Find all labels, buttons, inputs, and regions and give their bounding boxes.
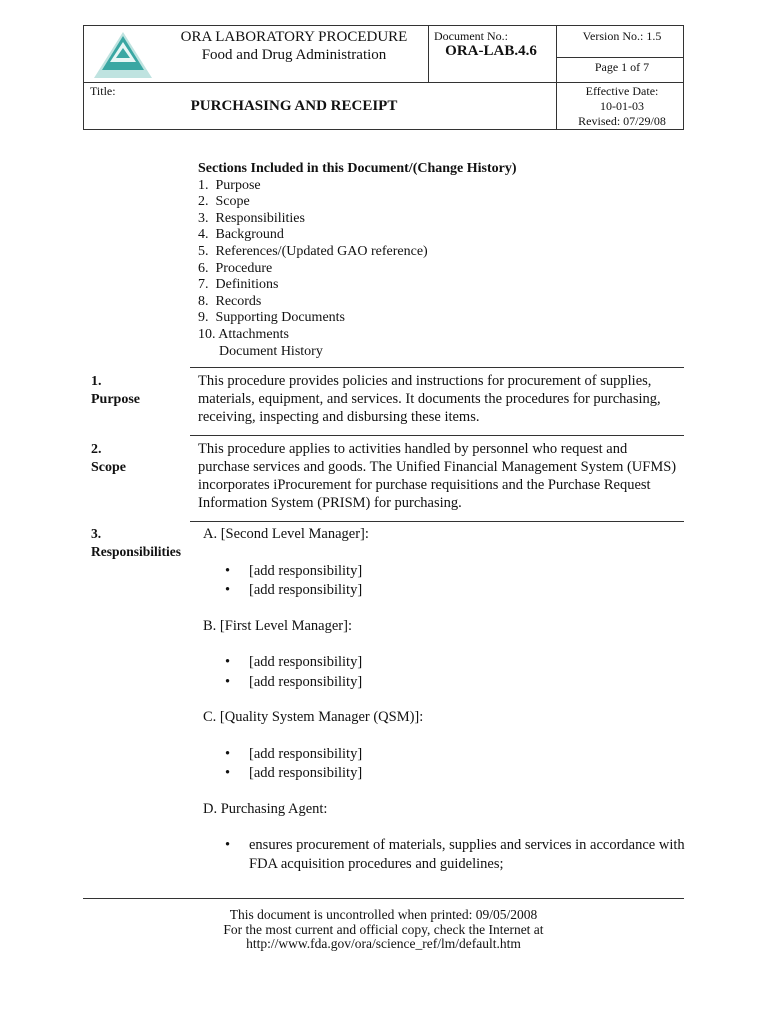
section-divider xyxy=(190,435,684,436)
responsibility-group-label: A. [Second Level Manager]: xyxy=(203,526,369,542)
section-divider xyxy=(190,521,684,522)
section-name: Purpose xyxy=(91,392,140,407)
section-number: 1. xyxy=(91,374,102,389)
toc-item: 9. Supporting Documents xyxy=(198,310,345,326)
ora-logo-icon xyxy=(92,30,154,80)
responsibility-group-label: C. [Quality System Manager (QSM)]: xyxy=(203,709,424,725)
footer-url: http://www.fda.gov/ora/science_ref/lm/default.htm xyxy=(246,936,521,951)
effective-date-block xyxy=(559,84,685,129)
effective-date-label: Effective Date: xyxy=(585,84,659,98)
footer-line: This document is uncontrolled when printed: 09/05/2008 xyxy=(229,907,538,922)
doc-number: ORA-LAB.4.6 xyxy=(445,43,537,59)
responsibility-group-label: B. [First Level Manager]: xyxy=(203,618,352,634)
document-header xyxy=(83,25,684,130)
section-scope-heading xyxy=(91,441,126,477)
toc-item: 10. Attachments xyxy=(198,326,289,342)
section-name: Responsibilities xyxy=(91,544,182,559)
section-number: 2. xyxy=(91,442,102,457)
section-number: 3. xyxy=(91,526,102,541)
section-purpose-heading xyxy=(91,373,140,409)
footer-notice xyxy=(83,908,684,952)
toc-item: 2. Scope xyxy=(198,194,250,210)
agency-name: Food and Drug Administration xyxy=(201,47,387,63)
toc-item: 1. Purpose xyxy=(198,177,261,193)
section-divider xyxy=(190,367,684,368)
footer-line: For the most current and official copy, check the Internet at xyxy=(223,921,544,937)
document-title: PURCHASING AND RECEIPT xyxy=(190,98,398,114)
footer-divider xyxy=(83,898,684,899)
toc-item: 6. Procedure xyxy=(198,260,273,276)
sections-heading: Sections Included in this Document/(Change History) xyxy=(198,161,517,176)
toc-item: Document History xyxy=(198,343,323,359)
effective-date: 10-01-03 xyxy=(600,99,644,113)
purpose-text: This procedure provides policies and instructions for procurement of supplies, materials, equipment, and services. It documents the procedures for purchasing, receiving, inspecting and disbursing these items. xyxy=(198,373,661,425)
toc-item: 3. Responsibilities xyxy=(198,210,305,226)
revised-date: Revised: 07/29/08 xyxy=(578,114,666,128)
scope-text: This procedure applies to activities handled by personnel who request and purchase services and goods. The Unified Financial Management System (UFMS) incorporates iProcurement for purchase requisitions and the Purchase Request Information System (PRISM) for purchasing. xyxy=(198,441,677,511)
section-responsibilities-heading xyxy=(91,525,181,561)
procedure-title: ORA LABORATORY PROCEDURE xyxy=(180,29,408,45)
sections-list xyxy=(198,161,517,360)
doc-no-label: Document No.: xyxy=(434,29,508,43)
toc-item: 7. Definitions xyxy=(198,277,279,293)
toc-item: 8. Records xyxy=(198,293,262,309)
toc-item: 5. References/(Updated GAO reference) xyxy=(198,243,428,259)
toc-item: 4. Background xyxy=(198,227,284,243)
responsibility-group-label: D. Purchasing Agent: xyxy=(203,801,328,817)
section-name: Scope xyxy=(91,460,126,475)
page-indicator: Page 1 of 7 xyxy=(594,60,650,74)
version-number: Version No.: 1.5 xyxy=(582,29,662,43)
header-procedure-block xyxy=(174,28,414,64)
title-label: Title: xyxy=(90,84,116,98)
